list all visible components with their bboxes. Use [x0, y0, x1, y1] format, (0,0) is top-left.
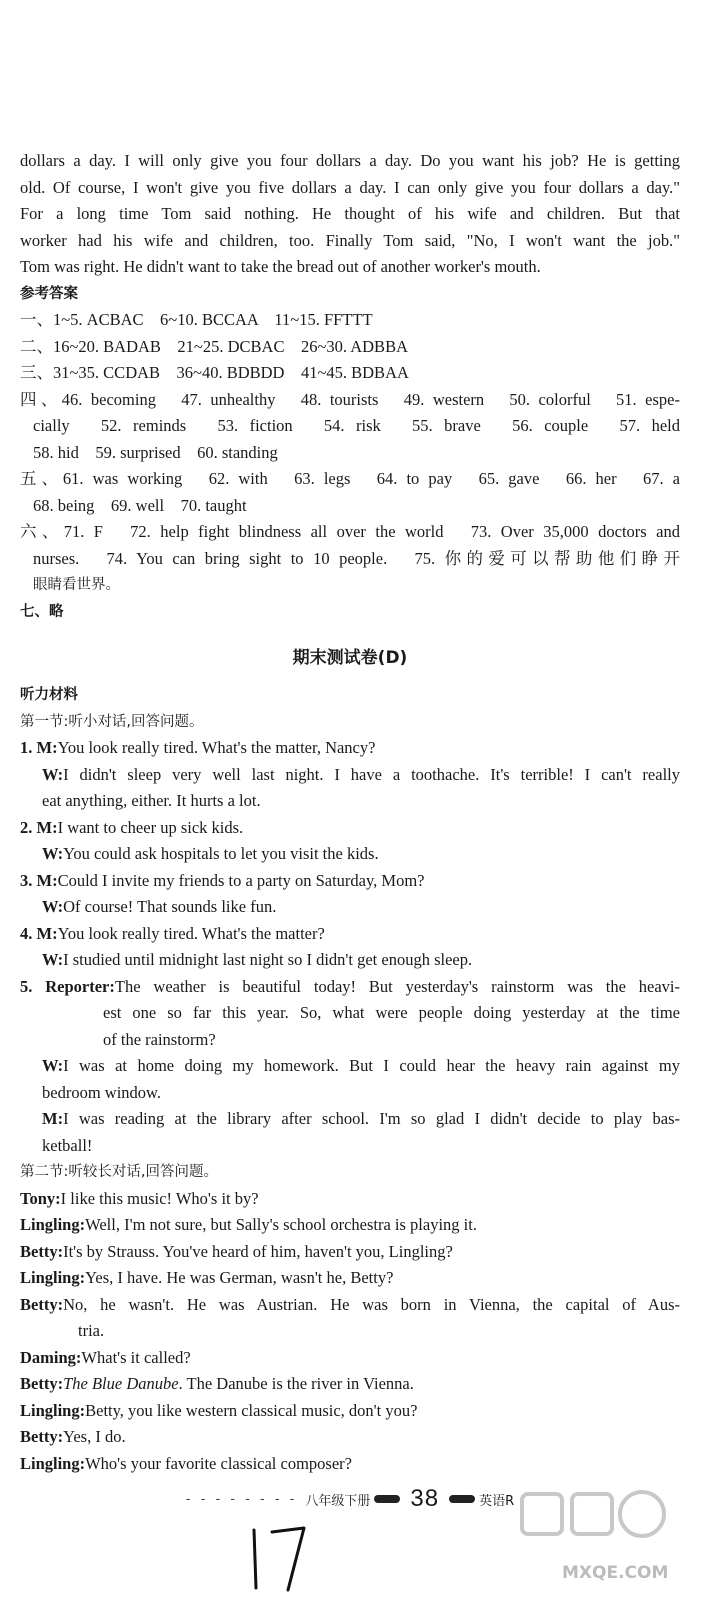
story-line: Tom was right. He didn't want to take the bread out of another worker's mouth. — [20, 257, 541, 276]
speaker-label: Lingling: — [20, 1453, 86, 1473]
dialogue-text: Yes, I have. He was German, wasn't he, Betty? — [85, 1268, 394, 1287]
dialogue-text: No, he wasn't. He was Austrian. He was born in Vienna, the capital of Aus- — [63, 1294, 680, 1314]
part1-title: 第一节:听小对话,回答问题。 — [20, 713, 204, 730]
speaker-label: Betty: — [20, 1427, 64, 1446]
speaker-label: Lingling: — [20, 1215, 86, 1234]
speaker-label: Betty: — [20, 1241, 64, 1261]
exam-title: 期末测试卷(D) — [292, 648, 408, 668]
dialogue-text: Who's your favorite classical composer? — [85, 1453, 352, 1473]
dialogue-text: What's it called? — [81, 1347, 191, 1367]
listening-title: 听力材料 — [20, 687, 78, 703]
speaker-label: W: — [42, 1056, 64, 1075]
speaker-label: 3. M: — [20, 870, 58, 890]
speaker-label: W: — [42, 764, 64, 784]
speaker-label: Betty: — [20, 1294, 64, 1314]
answer-line: 68. being 69. well 70. taught — [33, 495, 247, 515]
handwritten-mark-icon — [244, 1522, 314, 1594]
dialogue-text: . The Danube is the river in Vienna. — [178, 1374, 414, 1393]
dialogue-text: I didn't sleep very well last night. I have a toothache. It's terrible! I can't really — [63, 764, 680, 784]
speaker-label: W: — [42, 897, 64, 916]
speaker-label: M: — [42, 1109, 64, 1128]
story-line: worker had his wife and children, too. Finally Tom said, "No, I won't want the job." — [20, 230, 680, 250]
answer-line: nurses. 74. You can bring sight to 10 people. 75. 你的爱可以帮助他们睁开 — [33, 548, 680, 568]
dialogue-text: Yes, I do. — [63, 1427, 126, 1446]
dialogue-text: I like this music! Who's it by? — [60, 1188, 259, 1208]
dialogue-text: It's by Strauss. You've heard of him, haven't you, Lingling? — [63, 1241, 453, 1261]
speaker-label: Tony: — [20, 1188, 61, 1208]
dialogue-text: You could ask hospitals to let you visit the kids. — [63, 844, 379, 863]
dialogue-text: I want to cheer up sick kids. — [57, 817, 244, 837]
speaker-label: Lingling: — [20, 1400, 86, 1420]
footer-dashes: - - - - - - - - — [185, 1491, 298, 1507]
dialogue-text: tria. — [78, 1321, 105, 1340]
answer-line: 眼睛看世界。 — [33, 577, 120, 593]
story-line: For a long time Tom said nothing. He thought of his wife and children. But that — [20, 204, 680, 223]
song-title: The Blue Danube — [63, 1374, 179, 1393]
dialogue-text: eat anything, either. It hurts a lot. — [42, 791, 261, 810]
dialogue-text: est one so far this year. So, what were people doing yesterday at the time — [103, 1003, 680, 1022]
dialogue-text: Well, I'm not sure, but Sally's school orchestra is playing it. — [85, 1215, 477, 1234]
answers-title: 参考答案 — [20, 285, 78, 302]
speaker-label: 1. M: — [20, 738, 58, 757]
answer-line: cially 52. reminds 53. fiction 54. risk 55. brave 56. couple 57. held — [33, 416, 680, 435]
speaker-label: Betty: — [20, 1374, 64, 1393]
answer-line: 一、1~5. ACBAC 6~10. BCCAA 11~15. FFTTT — [20, 310, 373, 329]
speaker-label: W: — [42, 950, 64, 969]
page-number: 38 — [410, 1485, 440, 1512]
answer-line: 六、71. F 72. help fight blindness all over the world 73. Over 35,000 doctors and — [20, 522, 680, 541]
story-text — [20, 148, 680, 281]
answer-line: 58. hid 59. surprised 60. standing — [33, 442, 278, 462]
part1-dialogues — [20, 735, 680, 1159]
dialogue-text: ketball! — [42, 1135, 93, 1155]
story-line: dollars a day. I will only give you four dollars a day. Do you want his job? He is getting — [20, 151, 680, 170]
footer-subject: 英语R — [479, 1493, 515, 1509]
speaker-label: 2. M: — [20, 817, 58, 837]
dialogue-text: You look really tired. What's the matter, Nancy? — [57, 738, 376, 757]
speaker-label: 5. Reporter: — [20, 976, 115, 996]
speaker-label: Lingling: — [20, 1268, 86, 1287]
dialogue-text: The weather is beautiful today! But yesterday's rainstorm was the heavi- — [114, 976, 680, 996]
speaker-label: W: — [42, 844, 64, 863]
answer-line: 四、46. becoming 47. unhealthy 48. tourists 49. western 50. colorful 51. espe- — [20, 389, 680, 409]
answer-key — [20, 307, 680, 625]
answer-line: 三、31~35. CCDAB 36~40. BDBDD 41~45. BDBAA — [20, 363, 409, 382]
dialogue-text: I was reading at the library after school. I'm so glad I didn't decide to play bas- — [63, 1109, 680, 1128]
dialogue-text: Could I invite my friends to a party on Saturday, Mom? — [57, 870, 425, 890]
footer-grade: 八年级下册 — [305, 1493, 371, 1509]
part2-title: 第二节:听较长对话,回答问题。 — [20, 1164, 218, 1180]
dialogue-text: Betty, you like western classical music, don't you? — [85, 1400, 418, 1420]
dialogue-text: of the rainstorm? — [103, 1029, 216, 1049]
speaker-label: 4. M: — [20, 923, 58, 943]
watermark-logo-icon — [500, 1480, 690, 1590]
answer-line: 七、略 — [20, 603, 64, 620]
dialogue-text: I was at home doing my homework. But I could hear the heavy rain against my — [63, 1056, 680, 1075]
dialogue-text: I studied until midnight last night so I didn't get enough sleep. — [63, 950, 473, 969]
answer-line: 五、61. was working 62. with 63. legs 64. to pay 65. gave 66. her 67. a — [20, 469, 680, 488]
answer-line: 二、16~20. BADAB 21~25. DCBAC 26~30. ADBBA — [20, 336, 408, 356]
dialogue-text: bedroom window. — [42, 1082, 161, 1102]
speaker-label: Daming: — [20, 1347, 82, 1367]
watermark-text: MXQE.COM — [562, 1563, 669, 1583]
footer-ornament-icon — [449, 1495, 475, 1503]
story-line: old. Of course, I won't give you five dollars a day. I can only give you four dollars a day." — [20, 177, 680, 197]
dialogue-text: You look really tired. What's the matter? — [57, 923, 325, 943]
part2-dialogue — [20, 1186, 680, 1478]
dialogue-text: Of course! That sounds like fun. — [63, 897, 277, 916]
page-content — [20, 148, 680, 1477]
footer-ornament-icon — [374, 1495, 400, 1503]
